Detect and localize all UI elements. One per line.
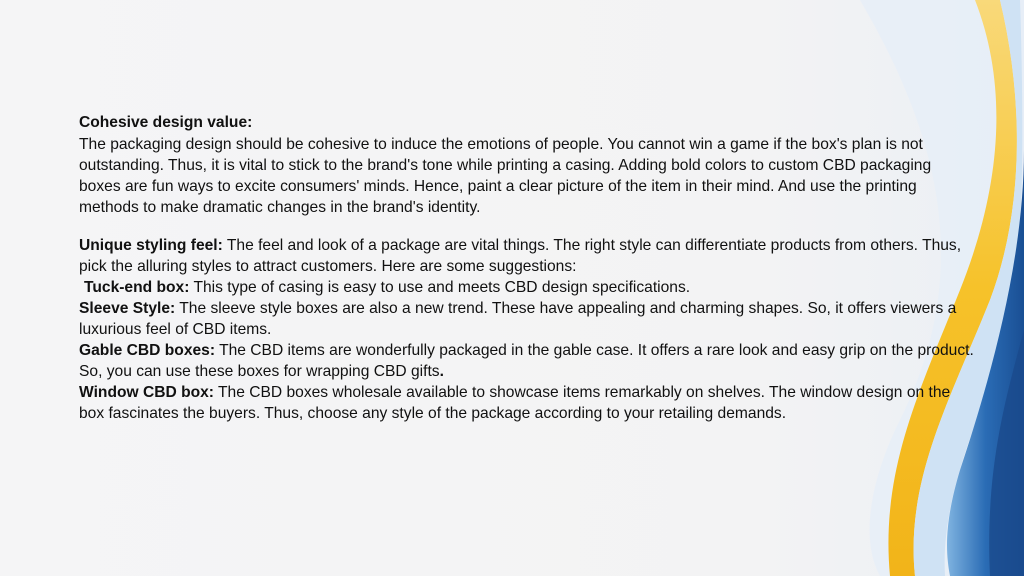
unique-label: Unique styling feel: [79,237,223,254]
tuck-paragraph [79,277,974,298]
tuck-label: Tuck-end box: [84,279,190,296]
window-label: Window CBD box: [79,384,214,401]
unique-paragraph [79,235,974,277]
sleeve-label: Sleeve Style: [79,300,176,317]
gable-end: . [439,363,444,380]
cohesive-paragraph: The packaging design should be cohesive to induce the emotions of people. You cannot win a game if the box's plan is not outstanding. Thus, it is vital to stick to the brand's tone while printing a casing. Adding bold colors to custom CBD packaging boxes are fun ways to excite consumers' minds. Hence, paint a clear picture of the item in their mind. And use the printing methods to make dramatic changes in the brand's identity. [79,136,932,216]
gable-label: Gable CBD boxes: [79,342,216,359]
window-paragraph [79,382,974,424]
gable-text: The CBD items are wonderfully packaged in the gable case. It offers a rare look and easy grip on the product. So, you can use these boxes for wrapping CBD gifts [79,342,974,380]
sleeve-text: The sleeve style boxes are also a new trend. These have appealing and charming shapes. So, it offers viewers a luxurious feel of CBD items. [79,300,957,338]
cohesive-heading: Cohesive design value: [79,114,253,131]
gable-paragraph [79,340,974,382]
document-body [79,112,974,424]
spacer [79,218,974,235]
window-text: The CBD boxes wholesale available to showcase items remarkably on shelves. The window design on the box fascinates the buyers. Thus, choose any style of the package according to your retailing demands. [79,384,951,422]
unique-text: The feel and look of a package are vital things. The right style can differentiate products from others. Thus, pick the alluring styles to attract customers. Here are some suggestions: [79,237,962,275]
tuck-text: This type of casing is easy to use and meets CBD design specifications. [189,279,691,296]
sleeve-paragraph [79,298,974,340]
